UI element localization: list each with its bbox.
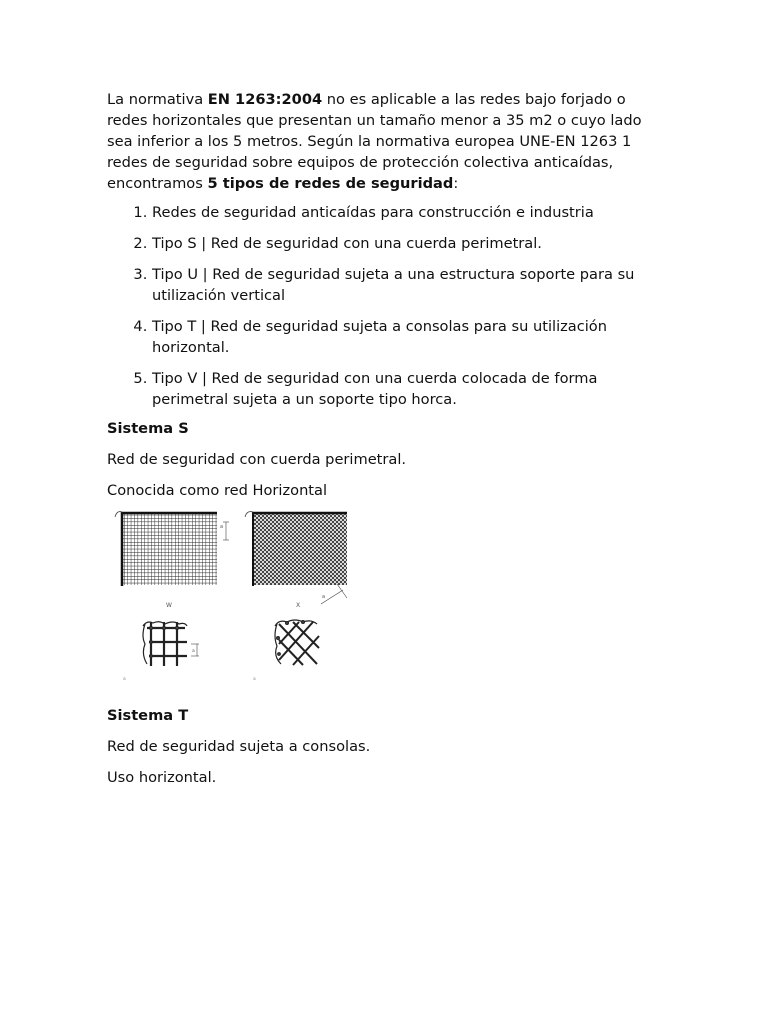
svg-text:a: a — [322, 594, 326, 600]
list-item: 4. Tipo T | Red de seguridad sujeta a consolas para su utilización horizontal. — [152, 316, 667, 358]
list-item: 1. Redes de seguridad anticaídas para construcción e industria — [152, 202, 667, 223]
svg-text:a: a — [253, 677, 256, 682]
net-types-list — [107, 202, 667, 410]
list-item: 5. Tipo V | Red de seguridad con una cuerda colocada de forma perimetral sujeta a un soporte tipo horca. — [152, 368, 667, 410]
intro-text-2: no es aplicable a las redes bajo forjado o redes horizontales que presentan un tamaño menor a 35 m2 o cuyo lado sea inferior a los 5 metros. Según la normativa europea UNE-EN 1263 1 redes de seguridad sobre equipos de protección colectiva anticaídas, encontramos — [107, 91, 642, 192]
square-mesh-panel — [115, 512, 229, 586]
intro-paragraph — [107, 89, 667, 194]
section-t-heading: Sistema T — [107, 707, 189, 724]
document-body — [107, 89, 667, 798]
intro-five-types: 5 tipos de redes de seguridad — [207, 175, 454, 192]
intro-colon: : — [453, 175, 459, 192]
diamond-mesh-panel — [245, 512, 347, 604]
intro-standard-code: EN 1263:2004 — [207, 91, 323, 108]
section-s-line-2: Conocida como red Horizontal — [107, 482, 328, 499]
svg-text:a: a — [123, 677, 126, 682]
safety-net-mesh-figure — [107, 508, 351, 694]
list-item: 3. Tipo U | Red de seguridad sujeta a una estructura soporte para su utilización vertical — [152, 264, 667, 306]
intro-text-1: La normativa — [107, 91, 208, 108]
section-s-line-1: Red de seguridad con cuerda perimetral. — [107, 451, 407, 468]
square-mesh-detail — [143, 622, 199, 666]
label-w: W — [166, 602, 172, 609]
section-s-heading: Sistema S — [107, 420, 189, 437]
label-x: X — [296, 602, 301, 609]
section-t-line-2: Uso horizontal. — [107, 769, 217, 786]
svg-text:a: a — [220, 524, 224, 530]
section-t-line-1: Red de seguridad sujeta a consolas. — [107, 738, 371, 755]
list-item: 2. Tipo S | Red de seguridad con una cuerda perimetral. — [152, 233, 667, 254]
diamond-mesh-detail — [275, 620, 319, 665]
small-label-left: a — [192, 649, 195, 654]
